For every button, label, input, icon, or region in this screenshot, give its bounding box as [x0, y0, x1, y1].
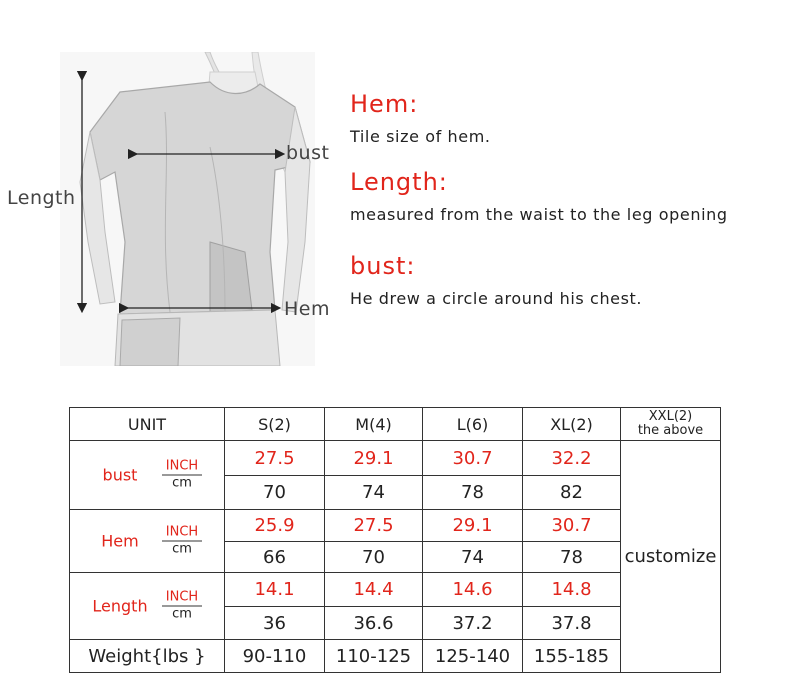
hem-label: Hem [284, 298, 330, 320]
size-header-s: S(2) [225, 408, 325, 441]
hem-cm-s: 66 [225, 542, 325, 573]
hem-inch-m: 27.5 [325, 510, 423, 542]
length-unit: INCH cm [162, 590, 202, 623]
hem-definition-title: Hem: [350, 90, 419, 118]
bust-cm-l: 78 [423, 476, 523, 510]
hem-cm-m: 70 [325, 542, 423, 573]
length-row-label [70, 573, 225, 640]
size-header-xxl [621, 408, 721, 441]
size-header-xl: XL(2) [523, 408, 621, 441]
bust-inch-m: 29.1 [325, 441, 423, 476]
table-header-row [70, 408, 721, 441]
length-cm-m: 36.6 [325, 607, 423, 640]
bust-definition-title: bust: [350, 252, 416, 280]
unit-header: UNIT [70, 408, 225, 441]
hem-inch-l: 29.1 [423, 510, 523, 542]
size-table [69, 407, 721, 673]
hem-cm-l: 74 [423, 542, 523, 573]
length-cm-s: 36 [225, 607, 325, 640]
bust-unit: INCH cm [162, 459, 202, 492]
hem-inch-s: 25.9 [225, 510, 325, 542]
xxl-line2: the above [637, 423, 704, 438]
length-inch-m: 14.4 [325, 573, 423, 607]
hem-definition-text: Tile size of hem. [350, 127, 491, 146]
length-cm-l: 37.2 [423, 607, 523, 640]
length-definition-text: measured from the waist to the leg opening [350, 205, 728, 224]
length-inch-xl: 14.8 [523, 573, 621, 607]
hem-inch-xl: 30.7 [523, 510, 621, 542]
weight-l: 125-140 [423, 640, 523, 673]
length-definition-title: Length: [350, 168, 448, 196]
size-header-m: M(4) [325, 408, 423, 441]
length-name: Length [92, 596, 148, 616]
bust-definition-text: He drew a circle around his chest. [350, 289, 643, 308]
bust-cm-s: 70 [225, 476, 325, 510]
hem-row-label [70, 510, 225, 573]
length-inch-s: 14.1 [225, 573, 325, 607]
xxl-line1: XXL(2) [648, 409, 693, 424]
hem-unit: INCH cm [162, 525, 202, 558]
weight-xl: 155-185 [523, 640, 621, 673]
length-cm-xl: 37.8 [523, 607, 621, 640]
bust-cm-m: 74 [325, 476, 423, 510]
size-header-l: L(6) [423, 408, 523, 441]
bust-cm-xl: 82 [523, 476, 621, 510]
customize-cell: customize [621, 441, 721, 673]
bust-inch-s: 27.5 [225, 441, 325, 476]
length-inch-l: 14.6 [423, 573, 523, 607]
bust-label: bust [286, 142, 330, 164]
bust-name: bust [102, 465, 138, 485]
table-row [70, 441, 721, 476]
length-label: Length [7, 187, 76, 209]
weight-s: 90-110 [225, 640, 325, 673]
bust-row-label [70, 441, 225, 510]
bust-inch-xl: 32.2 [523, 441, 621, 476]
weight-label: Weight{lbs } [70, 640, 225, 673]
bust-inch-l: 30.7 [423, 441, 523, 476]
hem-cm-xl: 78 [523, 542, 621, 573]
weight-m: 110-125 [325, 640, 423, 673]
hem-name: Hem [101, 531, 139, 551]
